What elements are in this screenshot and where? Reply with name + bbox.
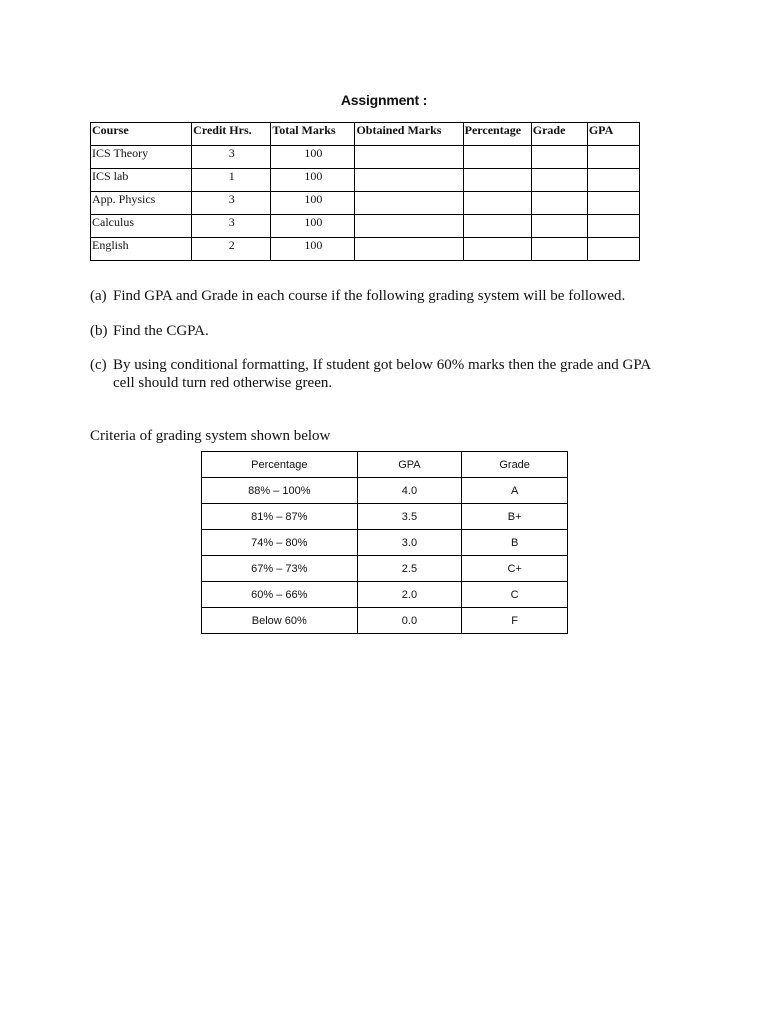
percentage-cell — [463, 238, 531, 261]
credit-hrs-cell: 1 — [192, 169, 271, 192]
percentage-cell — [463, 192, 531, 215]
table-row — [91, 238, 640, 261]
percentage-range-cell: 74% – 80% — [202, 530, 358, 556]
gpa-value-cell: 0.0 — [357, 608, 462, 634]
percentage-cell — [463, 215, 531, 238]
grade-cell — [531, 192, 587, 215]
course-cell: ICS Theory — [91, 146, 192, 169]
gpa-cell — [587, 192, 639, 215]
grade-value-cell: F — [462, 608, 568, 634]
course-cell: App. Physics — [91, 192, 192, 215]
grade-cell — [531, 146, 587, 169]
grade-cell — [531, 169, 587, 192]
percentage-range-cell: 81% – 87% — [202, 504, 358, 530]
gpa-value-cell: 2.0 — [357, 582, 462, 608]
percentage-range-cell: 67% – 73% — [202, 556, 358, 582]
obtained-marks-cell — [355, 169, 463, 192]
credit-hrs-cell: 3 — [192, 215, 271, 238]
table-row — [202, 582, 568, 608]
column-header: Percentage — [463, 123, 531, 146]
page-title: Assignment : — [340, 92, 428, 108]
table-row — [202, 478, 568, 504]
total-marks-cell: 100 — [271, 146, 355, 169]
grade-value-cell: C — [462, 582, 568, 608]
instruction-item — [90, 287, 670, 305]
column-header: Grade — [462, 452, 568, 478]
instruction-label: (b) — [90, 323, 108, 339]
course-cell: ICS lab — [91, 169, 192, 192]
obtained-marks-cell — [355, 238, 463, 261]
grade-value-cell: C+ — [462, 556, 568, 582]
obtained-marks-cell — [355, 146, 463, 169]
table-header-row — [91, 123, 640, 146]
obtained-marks-cell — [355, 192, 463, 215]
instruction-item — [90, 356, 670, 392]
gpa-cell — [587, 215, 639, 238]
table-row — [91, 146, 640, 169]
table-header-row — [202, 452, 568, 478]
table-row — [91, 169, 640, 192]
grade-cell — [531, 238, 587, 261]
credit-hrs-cell: 2 — [192, 238, 271, 261]
instruction-item — [90, 322, 670, 340]
instruction-text: Find the CGPA. — [113, 323, 209, 339]
instruction-text: Find GPA and Grade in each course if the following grading system will be followed. — [113, 288, 626, 304]
gpa-value-cell: 3.0 — [357, 530, 462, 556]
percentage-range-cell: 60% – 66% — [202, 582, 358, 608]
gpa-value-cell: 2.5 — [357, 556, 462, 582]
gpa-cell — [587, 238, 639, 261]
total-marks-cell: 100 — [271, 169, 355, 192]
percentage-range-cell: Below 60% — [202, 608, 358, 634]
total-marks-cell: 100 — [271, 192, 355, 215]
table-row — [202, 530, 568, 556]
table-row — [91, 192, 640, 215]
course-cell: English — [91, 238, 192, 261]
grade-value-cell: B — [462, 530, 568, 556]
total-marks-cell: 100 — [271, 215, 355, 238]
column-header: Credit Hrs. — [192, 123, 271, 146]
table-row — [202, 504, 568, 530]
gpa-cell — [587, 146, 639, 169]
gpa-cell — [587, 169, 639, 192]
instruction-label: (a) — [90, 288, 107, 304]
column-header: GPA — [587, 123, 639, 146]
column-header: Total Marks — [271, 123, 355, 146]
percentage-cell — [463, 146, 531, 169]
table-row — [202, 556, 568, 582]
instruction-text: By using conditional formatting, If student got below 60% marks then the grade and GPA cell should turn red otherwise green. — [113, 357, 651, 391]
grade-cell — [531, 215, 587, 238]
criteria-caption: Criteria of grading system shown below — [90, 428, 331, 444]
gpa-value-cell: 4.0 — [357, 478, 462, 504]
instruction-label: (c) — [90, 357, 107, 373]
gpa-value-cell: 3.5 — [357, 504, 462, 530]
percentage-cell — [463, 169, 531, 192]
grading-table — [201, 451, 568, 634]
table-row — [91, 215, 640, 238]
grade-value-cell: B+ — [462, 504, 568, 530]
course-cell: Calculus — [91, 215, 192, 238]
obtained-marks-cell — [355, 215, 463, 238]
course-table — [90, 122, 640, 261]
credit-hrs-cell: 3 — [192, 192, 271, 215]
percentage-range-cell: 88% – 100% — [202, 478, 358, 504]
column-header: GPA — [357, 452, 462, 478]
table-row — [202, 608, 568, 634]
column-header: Course — [91, 123, 192, 146]
grade-value-cell: A — [462, 478, 568, 504]
credit-hrs-cell: 3 — [192, 146, 271, 169]
column-header: Percentage — [202, 452, 358, 478]
column-header: Grade — [531, 123, 587, 146]
column-header: Obtained Marks — [355, 123, 463, 146]
total-marks-cell: 100 — [271, 238, 355, 261]
